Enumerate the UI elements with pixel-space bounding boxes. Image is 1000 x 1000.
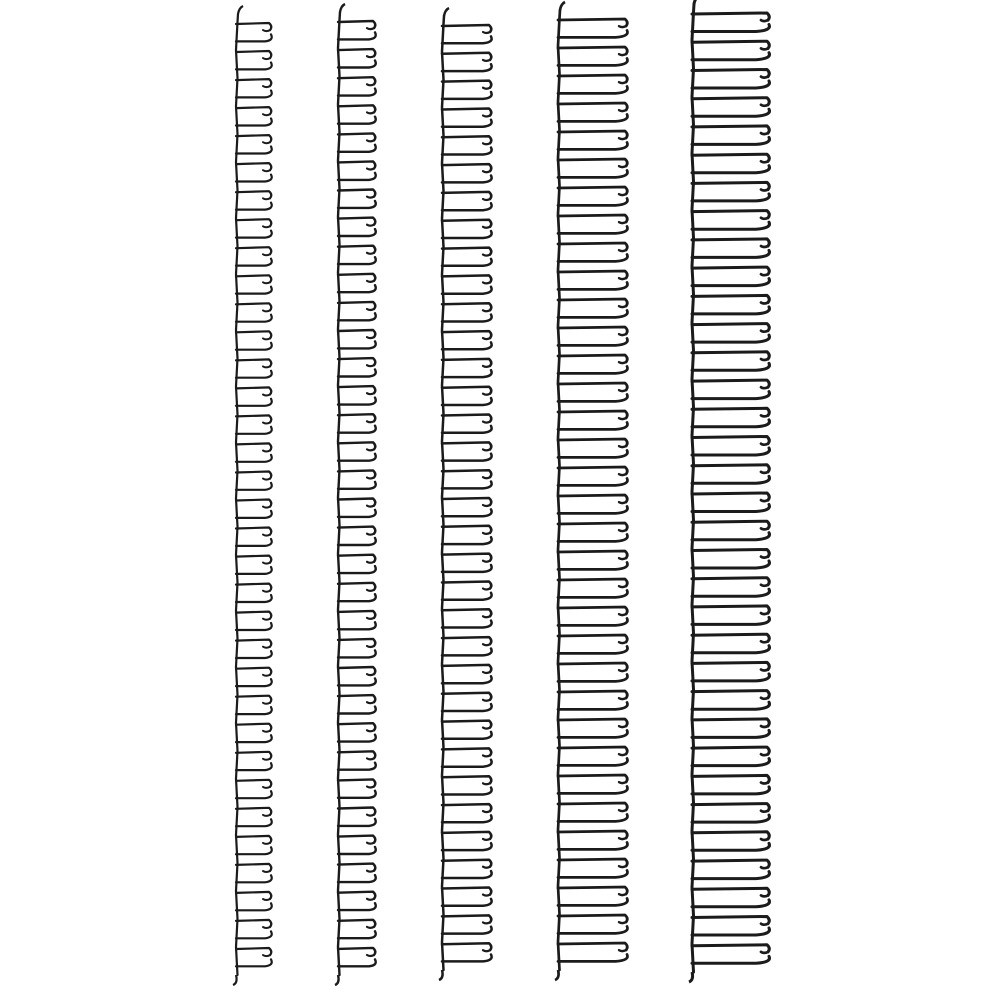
wire-hook-tip (619, 642, 626, 643)
wire-hook-tip (367, 337, 374, 338)
wire-hook-tip (263, 675, 270, 676)
wire-hook-tip (263, 731, 270, 732)
wire-hook-tip (619, 586, 626, 587)
wire-hook-tip (619, 390, 626, 391)
wire-hook-tip (761, 585, 768, 586)
wire-hook-tip (263, 451, 270, 452)
wire-hook-tip (367, 955, 374, 956)
wire-hook-tip (761, 472, 768, 473)
wire-hook-tip (619, 222, 626, 223)
wire-hook-tip (619, 306, 626, 307)
wire-hook-tip (263, 647, 270, 648)
wire-hook-tip (263, 142, 270, 143)
wire-hook-tip (263, 899, 270, 900)
wire-hook-tip (483, 616, 490, 617)
wire-hook-tip (367, 815, 374, 816)
wire-hook-tip (619, 250, 626, 251)
wire-hook-tip (263, 927, 270, 928)
wire-hook-tip (483, 755, 490, 756)
wire-hook-tip (483, 227, 490, 228)
wire-hook-tip (483, 422, 490, 423)
wire-hook-tip (367, 281, 374, 282)
wire-hook-tip (483, 88, 490, 89)
wire-hook-tip (761, 274, 768, 275)
wire-hook-tip (263, 591, 270, 592)
wire-hook-tip (367, 421, 374, 422)
wire-hook-tip (761, 895, 768, 896)
wire-hook-tip (367, 899, 374, 900)
wire-hook-tip (263, 86, 270, 87)
wire-hook-tip (619, 670, 626, 671)
wire-hook-tip (263, 479, 270, 480)
wire-hook-tip (483, 700, 490, 701)
wire-hook-tip (619, 754, 626, 755)
wire-hook-tip (761, 246, 768, 247)
wire-hook-tip (761, 613, 768, 614)
wire-hook-tip (367, 112, 374, 113)
wire-hook-tip (761, 415, 768, 416)
wire-hook-tip (263, 563, 270, 564)
wire-hook-tip (483, 589, 490, 590)
wire-hook-tip (483, 644, 490, 645)
wire-hook-tip (761, 867, 768, 868)
wire-hook-tip (483, 505, 490, 506)
wire-hook-tip (761, 161, 768, 162)
wire-hook-tip (619, 166, 626, 167)
wire-hook-tip (263, 787, 270, 788)
wire-hook-tip (761, 924, 768, 925)
wire-hook-tip (619, 446, 626, 447)
wire-hook-tip (619, 614, 626, 615)
wire-hook-tip (263, 198, 270, 199)
wire-hook-tip (263, 114, 270, 115)
wire-hook-tip (761, 641, 768, 642)
wire-hook-tip (367, 674, 374, 675)
wire-hook-tip (619, 530, 626, 531)
wire-hook-tip (619, 54, 626, 55)
wire-hook-tip (619, 110, 626, 111)
wire-hook-tip (483, 255, 490, 256)
wire-hook-tip (263, 507, 270, 508)
wire-hook-tip (367, 309, 374, 310)
wire-hook-tip (263, 815, 270, 816)
wire-hook-tip (619, 82, 626, 83)
wire-hook-tip (263, 535, 270, 536)
wire-hook-tip (367, 140, 374, 141)
wire-hook-tip (367, 28, 374, 29)
wire-hook-tip (367, 843, 374, 844)
wire-hook-tip (619, 894, 626, 895)
wire-hook-tip (619, 418, 626, 419)
wire-hook-tip (367, 787, 374, 788)
wire-hook-tip (761, 839, 768, 840)
wire-hook-tip (761, 359, 768, 360)
wire-hook-tip (483, 728, 490, 729)
wire-hook-tip (619, 474, 626, 475)
wire-hook-tip (483, 60, 490, 61)
wire-hook-tip (367, 197, 374, 198)
wire-hook-tip (263, 703, 270, 704)
wire-hook-tip (263, 395, 270, 396)
wire-hook-tip (619, 194, 626, 195)
wire-hook-tip (483, 366, 490, 367)
wire-hook-tip (483, 811, 490, 812)
wire-hook-tip (483, 561, 490, 562)
wire-hook-tip (367, 449, 374, 450)
wire-hook-tip (367, 534, 374, 535)
wire-hook-tip (619, 138, 626, 139)
wire-hook-tip (263, 170, 270, 171)
wire-hook-tip (263, 619, 270, 620)
wire-hook-tip (367, 730, 374, 731)
wire-hook-tip (483, 394, 490, 395)
wire-hook-tip (263, 759, 270, 760)
wire-hook-tip (263, 871, 270, 872)
wire-hook-tip (761, 331, 768, 332)
wire-hook-tip (483, 783, 490, 784)
wire-hook-tip (263, 58, 270, 59)
wire-hook-tip (483, 895, 490, 896)
wire-hook-tip (263, 254, 270, 255)
wire-hook-tip (619, 698, 626, 699)
wire-hook-tip (761, 500, 768, 501)
wire-hook-tip (761, 303, 768, 304)
wire-hook-tip (263, 226, 270, 227)
wire-hook-tip (263, 30, 270, 31)
wire-hook-tip (483, 32, 490, 33)
wire-hook-tip (483, 672, 490, 673)
wire-hook-tip (367, 365, 374, 366)
wire-hook-tip (367, 758, 374, 759)
wire-hook-tip (263, 955, 270, 956)
wire-hook-tip (483, 282, 490, 283)
wire-hook-tip (483, 839, 490, 840)
wire-hook-tip (263, 310, 270, 311)
wire-hook-tip (483, 310, 490, 311)
wire-hook-tip (367, 393, 374, 394)
wire-hook-tip (263, 366, 270, 367)
wire-hook-tip (761, 105, 768, 106)
wire-hook-tip (483, 533, 490, 534)
wire-hook-tip (483, 449, 490, 450)
wire-hook-tip (761, 528, 768, 529)
wire-hook-tip (619, 726, 626, 727)
wire-hook-tip (761, 77, 768, 78)
wire-hook-tip (761, 670, 768, 671)
wire-hook-tip (367, 478, 374, 479)
wire-hook-tip (761, 444, 768, 445)
wire-hook-tip (367, 871, 374, 872)
wire-hook-tip (367, 618, 374, 619)
wire-hook-tip (761, 190, 768, 191)
wire-hook-tip (761, 952, 768, 953)
wire-hook-tip (619, 922, 626, 923)
wire-hook-tip (367, 84, 374, 85)
wire-hook-tip (761, 387, 768, 388)
wire-hook-tip (483, 171, 490, 172)
wire-hook-tip (367, 927, 374, 928)
wire-hook-tip (367, 225, 374, 226)
wire-hook-tip (619, 810, 626, 811)
wire-hook-tip (483, 922, 490, 923)
wire-hook-tip (367, 646, 374, 647)
wire-hook-tip (483, 116, 490, 117)
wire-hook-tip (761, 811, 768, 812)
wire-hook-tip (263, 843, 270, 844)
wire-hook-tip (619, 502, 626, 503)
wire-hook-tip (619, 782, 626, 783)
wire-hook-tip (619, 334, 626, 335)
wire-hook-tip (761, 754, 768, 755)
wire-hook-tip (263, 423, 270, 424)
wire-hook-tip (483, 950, 490, 951)
wire-hook-tip (619, 950, 626, 951)
wire-hook-tip (619, 26, 626, 27)
wire-hook-tip (483, 867, 490, 868)
wire-hook-tip (761, 218, 768, 219)
spine-backbone (692, 4, 694, 972)
wire-hook-tip (761, 726, 768, 727)
wire-hook-tip (761, 48, 768, 49)
wire-hook-tip (367, 506, 374, 507)
wire-hook-tip (761, 783, 768, 784)
wire-hook-tip (619, 362, 626, 363)
wire-hook-tip (263, 282, 270, 283)
wire-hook-tip (367, 702, 374, 703)
wire-hook-tip (483, 199, 490, 200)
wire-hook-tip (367, 56, 374, 57)
wire-hook-tip (483, 143, 490, 144)
wire-hook-tip (483, 477, 490, 478)
wire-hook-tip (483, 338, 490, 339)
wire-hook-tip (619, 866, 626, 867)
wire-hook-tip (367, 169, 374, 170)
wire-hook-tip (367, 562, 374, 563)
wire-hook-tip (619, 278, 626, 279)
wire-hook-tip (761, 133, 768, 134)
wire-hook-tip (761, 698, 768, 699)
wire-hook-tip (619, 558, 626, 559)
wire-hook-tip (761, 20, 768, 21)
wire-hook-tip (367, 590, 374, 591)
wire-hook-tip (619, 838, 626, 839)
wire-hook-tip (761, 557, 768, 558)
wire-hook-tip (367, 253, 374, 254)
wire-hook-tip (263, 338, 270, 339)
